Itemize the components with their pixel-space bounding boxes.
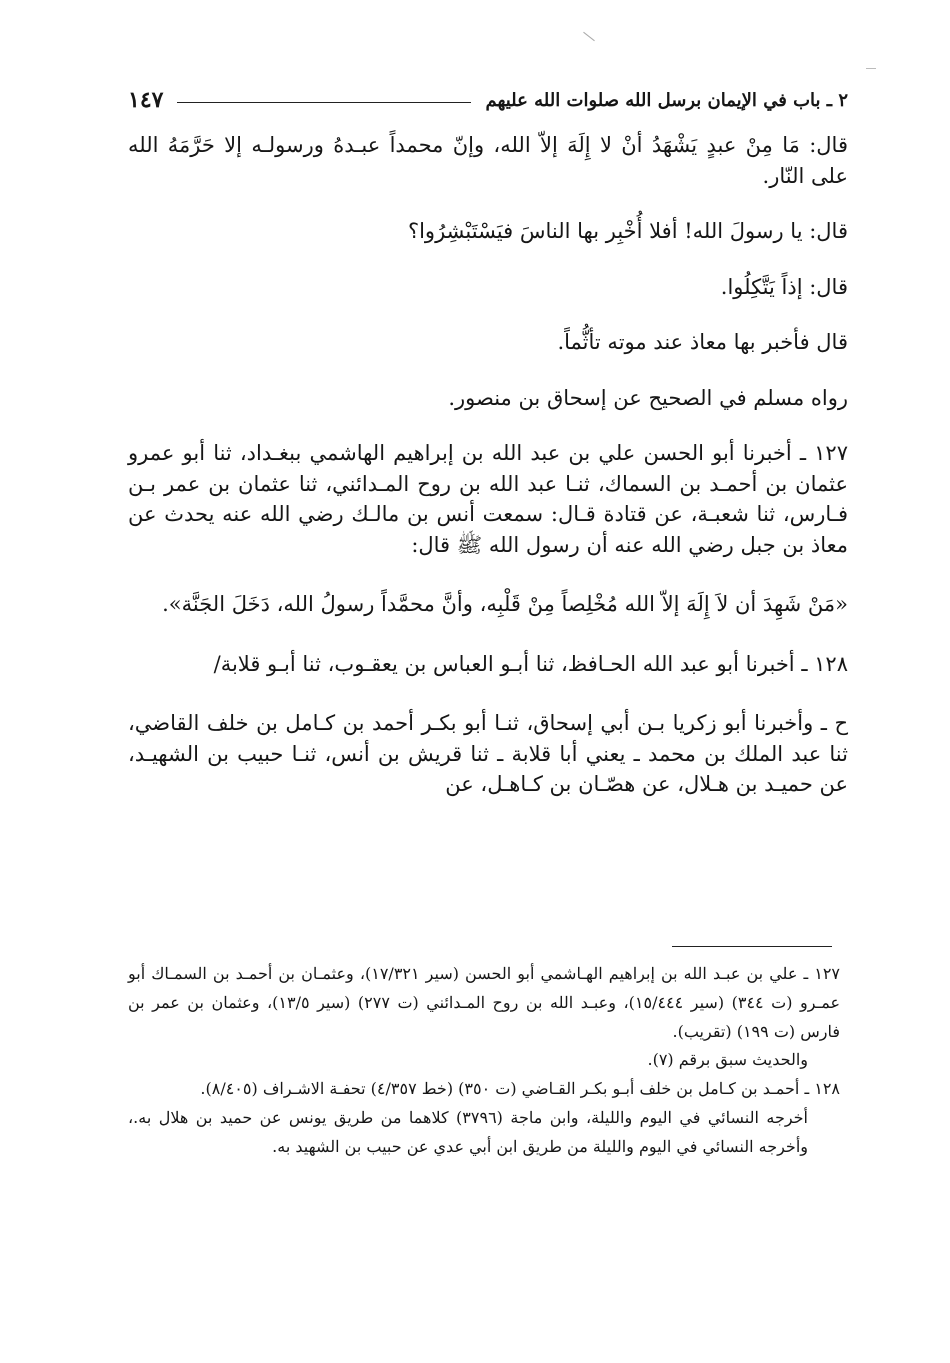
hadith-quote: «مَنْ شَهِدَ أن لاَ إِلَهَ إلاّ الله مُخْلِصاً مِنْ قَلْبِه، وأنَّ محمَّداً رسولُ الله، دَخَلَ الجَنَّة».: [162, 592, 848, 616]
footnote-128: ١٢٨ ـ أحمـد بن كـامل بن خلف أبـو بكـر القـاضي (ت ٣٥٠) (خط ٤/٣٥٧) تحفـة الاشـراف (٨/٤٠٥).: [200, 1079, 840, 1099]
running-header: [128, 80, 848, 120]
chapter-title: ٢ ـ باب في الإيمان برسل الله صلوات الله عليهم: [485, 89, 848, 111]
footnote-separator: [672, 946, 832, 947]
paragraph: ح ـ وأخبرنا أبو زكريا بـن أبي إسحاق، ثنـا أبو بكـر أحمد بن كـامل بن خلف القاضي، ثنا عبد الملك بن محمد ـ يعني أبا قلابة ـ ثنا قريش بن أنس، ثنـا حبيب بن الشهيـد، عن حميـد بن هـلال، عن هصّـان بن كـاهـل، عن: [128, 711, 848, 796]
page-number: ١٤٧: [128, 87, 164, 113]
footnotes: [128, 960, 840, 1162]
paragraph: قال: مَا مِنْ عبدٍ يَشْهَدُ أنْ لا إِلَهَ إلاّ الله، وإنّ محمداً عبـدهُ ورسولـه إلا حَرَّمَهُ الله على النّار.: [128, 133, 848, 188]
main-text: [128, 130, 848, 800]
scan-speck: [866, 68, 876, 69]
scan-speck: [583, 32, 595, 41]
paragraph: قال: يا رسولَ الله! أفلا أُخْبِر بها الناسَ فيَسْتَبْشِرُوا؟: [407, 219, 848, 243]
paragraph: قال فأخبر بها معاذ عند موته تأثُّماً.: [557, 330, 848, 354]
hadith-127: ١٢٧ ـ أخبرنا أبو الحسن علي بن عبد الله بن إبراهيم الهاشمي ببغـداد، ثنا أبو عمرو عثمان بن أحمـد بن السماك، ثنـا عبد الله بن روح المـدائني، ثنا عثمان بن عمر بـن فـارس، ثنا شعبـة، عن قتادة قـال: سمعت أنس بن مالـك رضي الله عنه يحدث عن معاذ بن جبل رضي الله عنه أن رسول الله ﷺ قال:: [128, 441, 848, 557]
hadith-128: ١٢٨ ـ أخبرنا أبو عبد الله الحـافظ، ثنا أبـو العباس بن يعقـوب، ثنا أبـو قلابة/: [213, 651, 848, 676]
header-rule: [177, 102, 471, 103]
paragraph: قال: إذاً يَتَّكِلُوا.: [720, 274, 848, 299]
footnote-note: والحديث سبق برقم (٧).: [647, 1050, 808, 1070]
paragraph: رواه مسلم في الصحيح عن إسحاق بن منصور.: [448, 385, 848, 410]
footnote-note: أخرجه النسائي في اليوم والليلة، وابن ماجة (٣٧٩٦) كلاهما من طريق يونس عن حميد بن هلال به.، وأخرجه النسائي في اليوم والليلة من طريق ابن أبي عدي عن حبيب بن الشهيد به.: [128, 1107, 808, 1156]
footnote-127: ١٢٧ ـ علي بن عبـد الله بن إبراهيم الهـاشمي أبو الحسن (سير ١٧/٣٢١)، وعثمـان بن أحمـد بن السمـاك أبو عمـرو (ت ٣٤٤) (سير ١٥/٤٤٤)، وعبـد الله بن روح المـدائني (ت ٢٧٧) (سير ١٣/٥)، وعثمان بن عمر بن فارس (ت ١٩٩) (تقريب).: [128, 964, 841, 1041]
